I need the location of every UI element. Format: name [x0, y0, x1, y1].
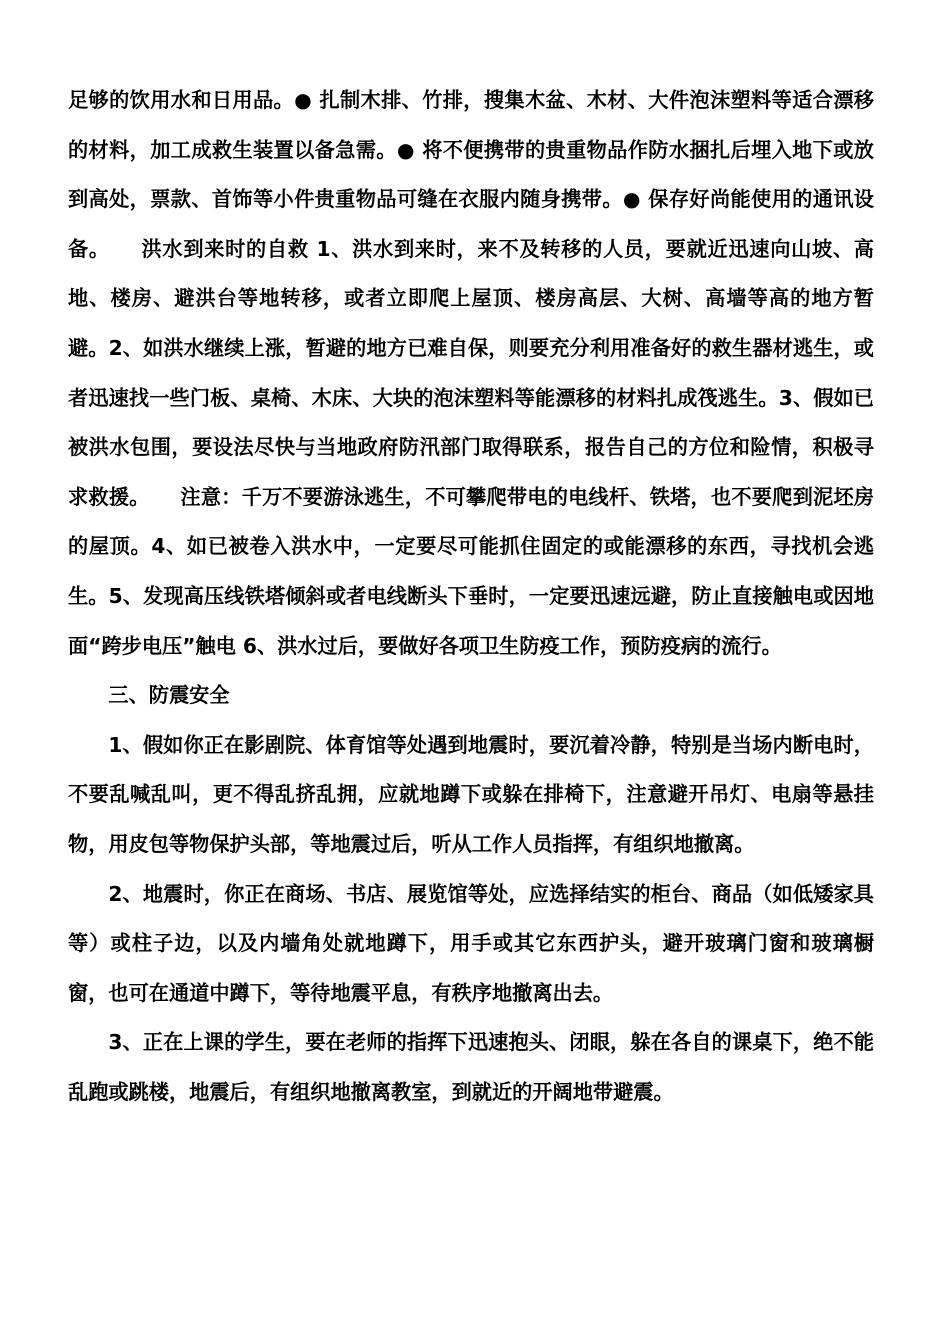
section-heading-earthquake-safety: 三、防震安全	[108, 683, 230, 708]
document-page	[68, 76, 874, 1117]
paragraph-earthquake-theater: 1、假如你正在影剧院、体育馆等处遇到地震时，要沉着冷静，特别是当场内断电时，不要乱喊乱叫，更不得乱挤乱拥，应就地蹲下或躲在排椅下，注意避开吊灯、电扇等悬挂物，用皮包等物保护头部，等地震过后，听从工作人员指挥，有组织地撤离。	[68, 732, 874, 856]
paragraph-earthquake-classroom: 3、正在上课的学生，要在老师的指挥下迅速抱头、闭眼，躲在各自的课桌下，绝不能乱跑或跳楼，地震后，有组织地撤离教室，到就近的开阔地带避震。	[68, 1030, 874, 1104]
paragraph-flood-self-rescue: 足够的饮用水和日用品。● 扎制木排、竹排，搜集木盆、木材、大件泡沫塑料等适合漂移的材料，加工成救生装置以备急需。● 将不便携带的贵重物品作防水捆扎后埋入地下或放到高处，票款、首饰等小件贵重物品可缝在衣服内随身携带。● 保存好尚能使用的通讯设备。 洪水到来时的自救 1、洪水到来时，来不及转移的人员，要就近迅速向山坡、高地、楼房、避洪台等地转移，或者立即爬上屋顶、楼房高层、大树、高墙等高的地方暂避。2、如洪水继续上涨，暂避的地方已难自保，则要充分利用准备好的救生器材逃生，或者迅速找一些门板、桌椅、木床、大块的泡沫塑料等能漂移的材料扎成筏逃生。3、假如已被洪水包围，要设法尽快与当地政府防汛部门取得联系，报告自己的方位和险情，积极寻求救援。 注意：千万不要游泳逃生，不可攀爬带电的电线杆、铁塔，也不要爬到泥坯房的屋顶。4、如已被卷入洪水中，一定要尽可能抓住固定的或能漂移的东西，寻找机会逃生。5、发现高压线铁塔倾斜或者电线断头下垂时，一定要迅速远避，防止直接触电或因地面“跨步电压”触电 6、洪水过后，要做好各项卫生防疫工作，预防疫病的流行。	[68, 88, 874, 658]
paragraph-earthquake-mall: 2、地震时，你正在商场、书店、展览馆等处，应选择结实的柜台、商品（如低矮家具等）或柱子边，以及内墙角处就地蹲下，用手或其它东西护头，避开玻璃门窗和玻璃橱窗，也可在通道中蹲下，等待地震平息，有秩序地撤离出去。	[68, 881, 874, 1005]
